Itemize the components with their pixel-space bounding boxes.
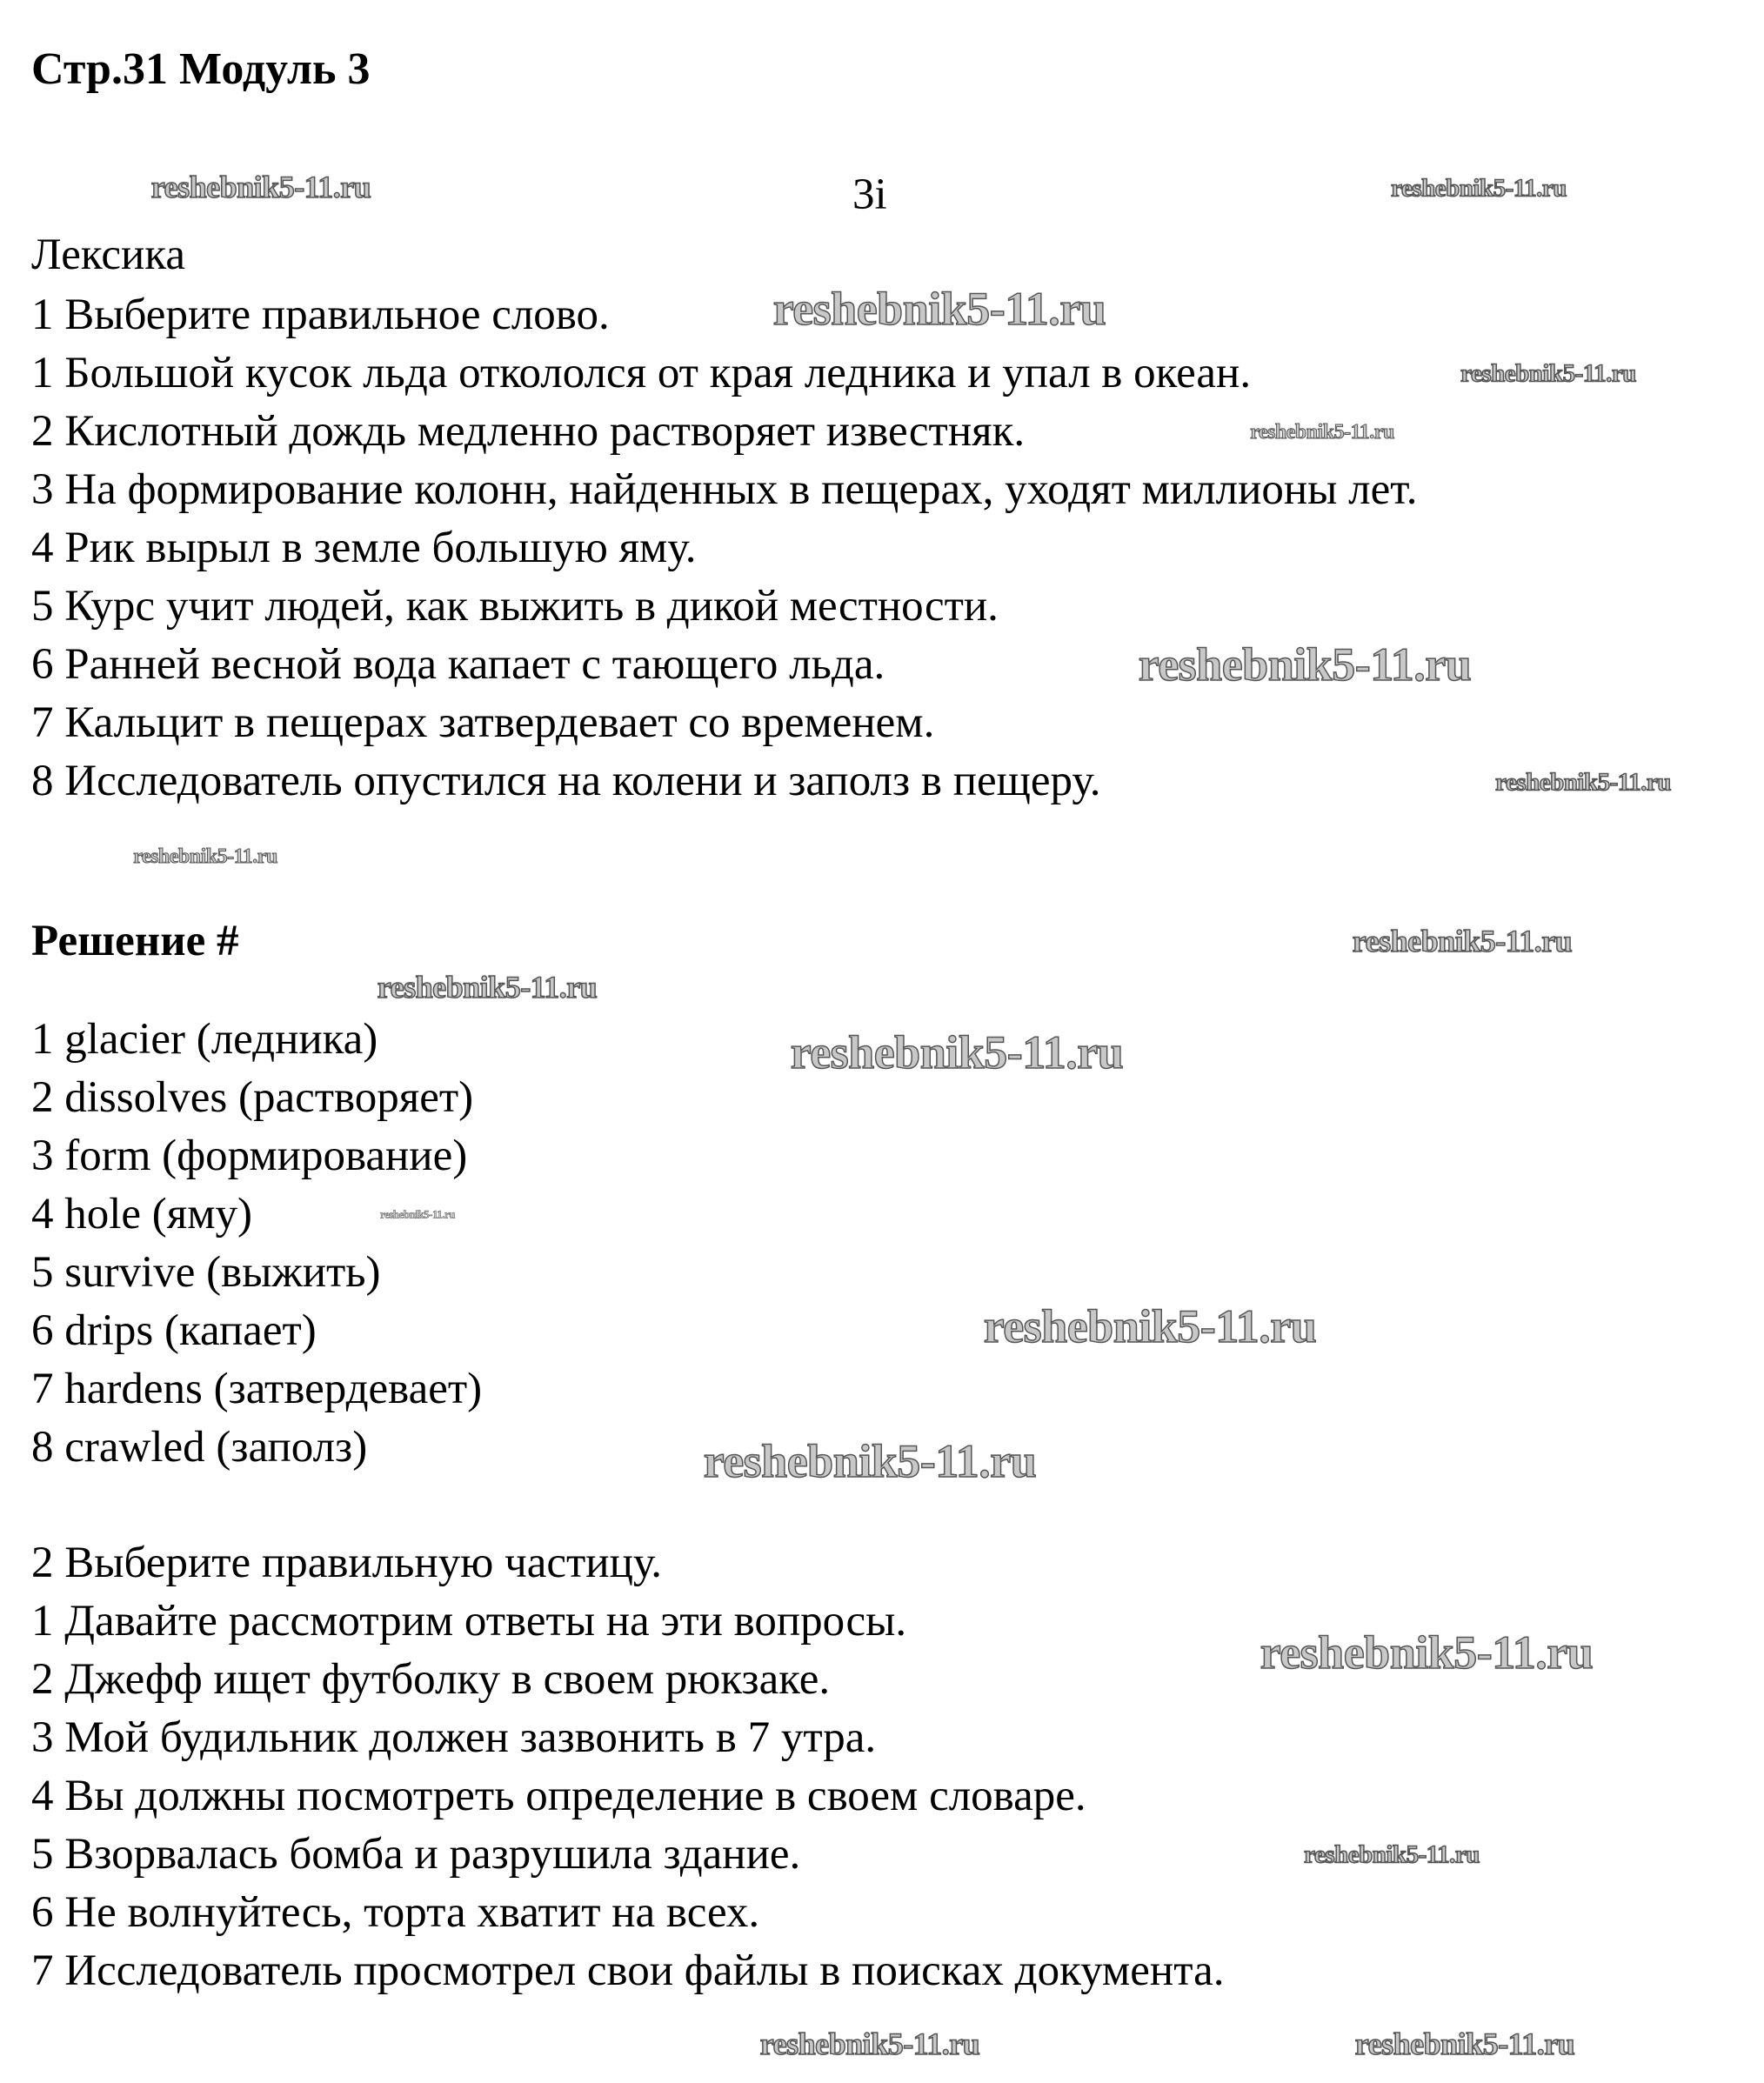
task1-item: 3 На формирование колонн, найденных в пещерах, уходят миллионы лет.	[31, 465, 1418, 514]
watermark: reshebnik5-11.ru	[759, 2026, 980, 2061]
watermark: reshebnik5-11.ru	[1352, 924, 1573, 958]
task1-item: 5 Курс учит людей, как выжить в дикой местности.	[31, 582, 999, 631]
task2-title: 2 Выберите правильную частицу.	[31, 1539, 663, 1587]
solution-heading: Решение #	[31, 917, 239, 965]
watermark: reshebnik5-11.ru	[772, 283, 1106, 335]
watermark: reshebnik5-11.ru	[133, 845, 277, 868]
answer-item: 6 drips (капает)	[31, 1306, 317, 1355]
task1-item: 1 Большой кусок льда откололся от края ледника и упал в океан.	[31, 349, 1252, 397]
watermark: reshebnik5-11.ru	[1391, 174, 1567, 203]
task2-item: 3 Мой будильник должен зазвонить в 7 утра.	[31, 1713, 877, 1762]
task2-item: 1 Давайте рассмотрим ответы на эти вопросы.	[31, 1597, 907, 1646]
watermark: reshebnik5-11.ru	[379, 1207, 456, 1221]
task2-item: 2 Джефф ищет футболку в своем рюкзаке.	[31, 1655, 831, 1704]
watermark: reshebnik5-11.ru	[983, 1300, 1317, 1352]
task1-item: 2 Кислотный дождь медленно растворяет известняк.	[31, 407, 1026, 456]
task2-item: 5 Взорвалась бомба и разрушила здание.	[31, 1830, 801, 1879]
watermark: reshebnik5-11.ru	[377, 970, 598, 1005]
answer-item: 7 hardens (затвердевает)	[31, 1365, 483, 1413]
watermark: reshebnik5-11.ru	[1354, 2026, 1575, 2061]
watermark: reshebnik5-11.ru	[703, 1435, 1037, 1487]
answer-item: 1 glacier (ледника)	[31, 1015, 378, 1064]
watermark: reshebnik5-11.ru	[1260, 1626, 1594, 1679]
watermark: reshebnik5-11.ru	[1138, 638, 1472, 691]
task1-item: 8 Исследователь опустился на колени и заполз в пещеру.	[31, 757, 1101, 805]
watermark: reshebnik5-11.ru	[150, 170, 371, 204]
task2-item: 7 Исследователь просмотрел свои файлы в поисках документа.	[31, 1946, 1225, 1995]
watermark: reshebnik5-11.ru	[1460, 359, 1636, 388]
task1-item: 7 Кальцит в пещерах затвердевает со временем.	[31, 698, 935, 747]
answer-item: 4 hole (яму)	[31, 1190, 253, 1238]
section-code: 3i	[852, 170, 887, 219]
vocab-heading: Лексика	[31, 230, 185, 279]
watermark: reshebnik5-11.ru	[1304, 1840, 1480, 1869]
answer-item: 3 form (формирование)	[31, 1132, 468, 1180]
page-title: Стр.31 Модуль 3	[31, 44, 371, 94]
task1-item: 4 Рик вырыл в земле большую яму.	[31, 524, 697, 572]
task1-title: 1 Выберите правильное слово.	[31, 290, 610, 339]
watermark: reshebnik5-11.ru	[1495, 768, 1671, 797]
task2-item: 6 Не волнуйтесь, торта хватит на всех.	[31, 1888, 760, 1937]
answer-item: 5 survive (выжить)	[31, 1248, 381, 1297]
watermark: reshebnik5-11.ru	[790, 1026, 1124, 1078]
watermark: reshebnik5-11.ru	[1250, 421, 1394, 444]
task2-item: 4 Вы должны посмотреть определение в своем словаре.	[31, 1772, 1086, 1820]
answer-item: 2 dissolves (растворяет)	[31, 1073, 474, 1122]
task1-item: 6 Ранней весной вода капает с тающего льда.	[31, 640, 885, 689]
answer-item: 8 crawled (заполз)	[31, 1423, 368, 1472]
